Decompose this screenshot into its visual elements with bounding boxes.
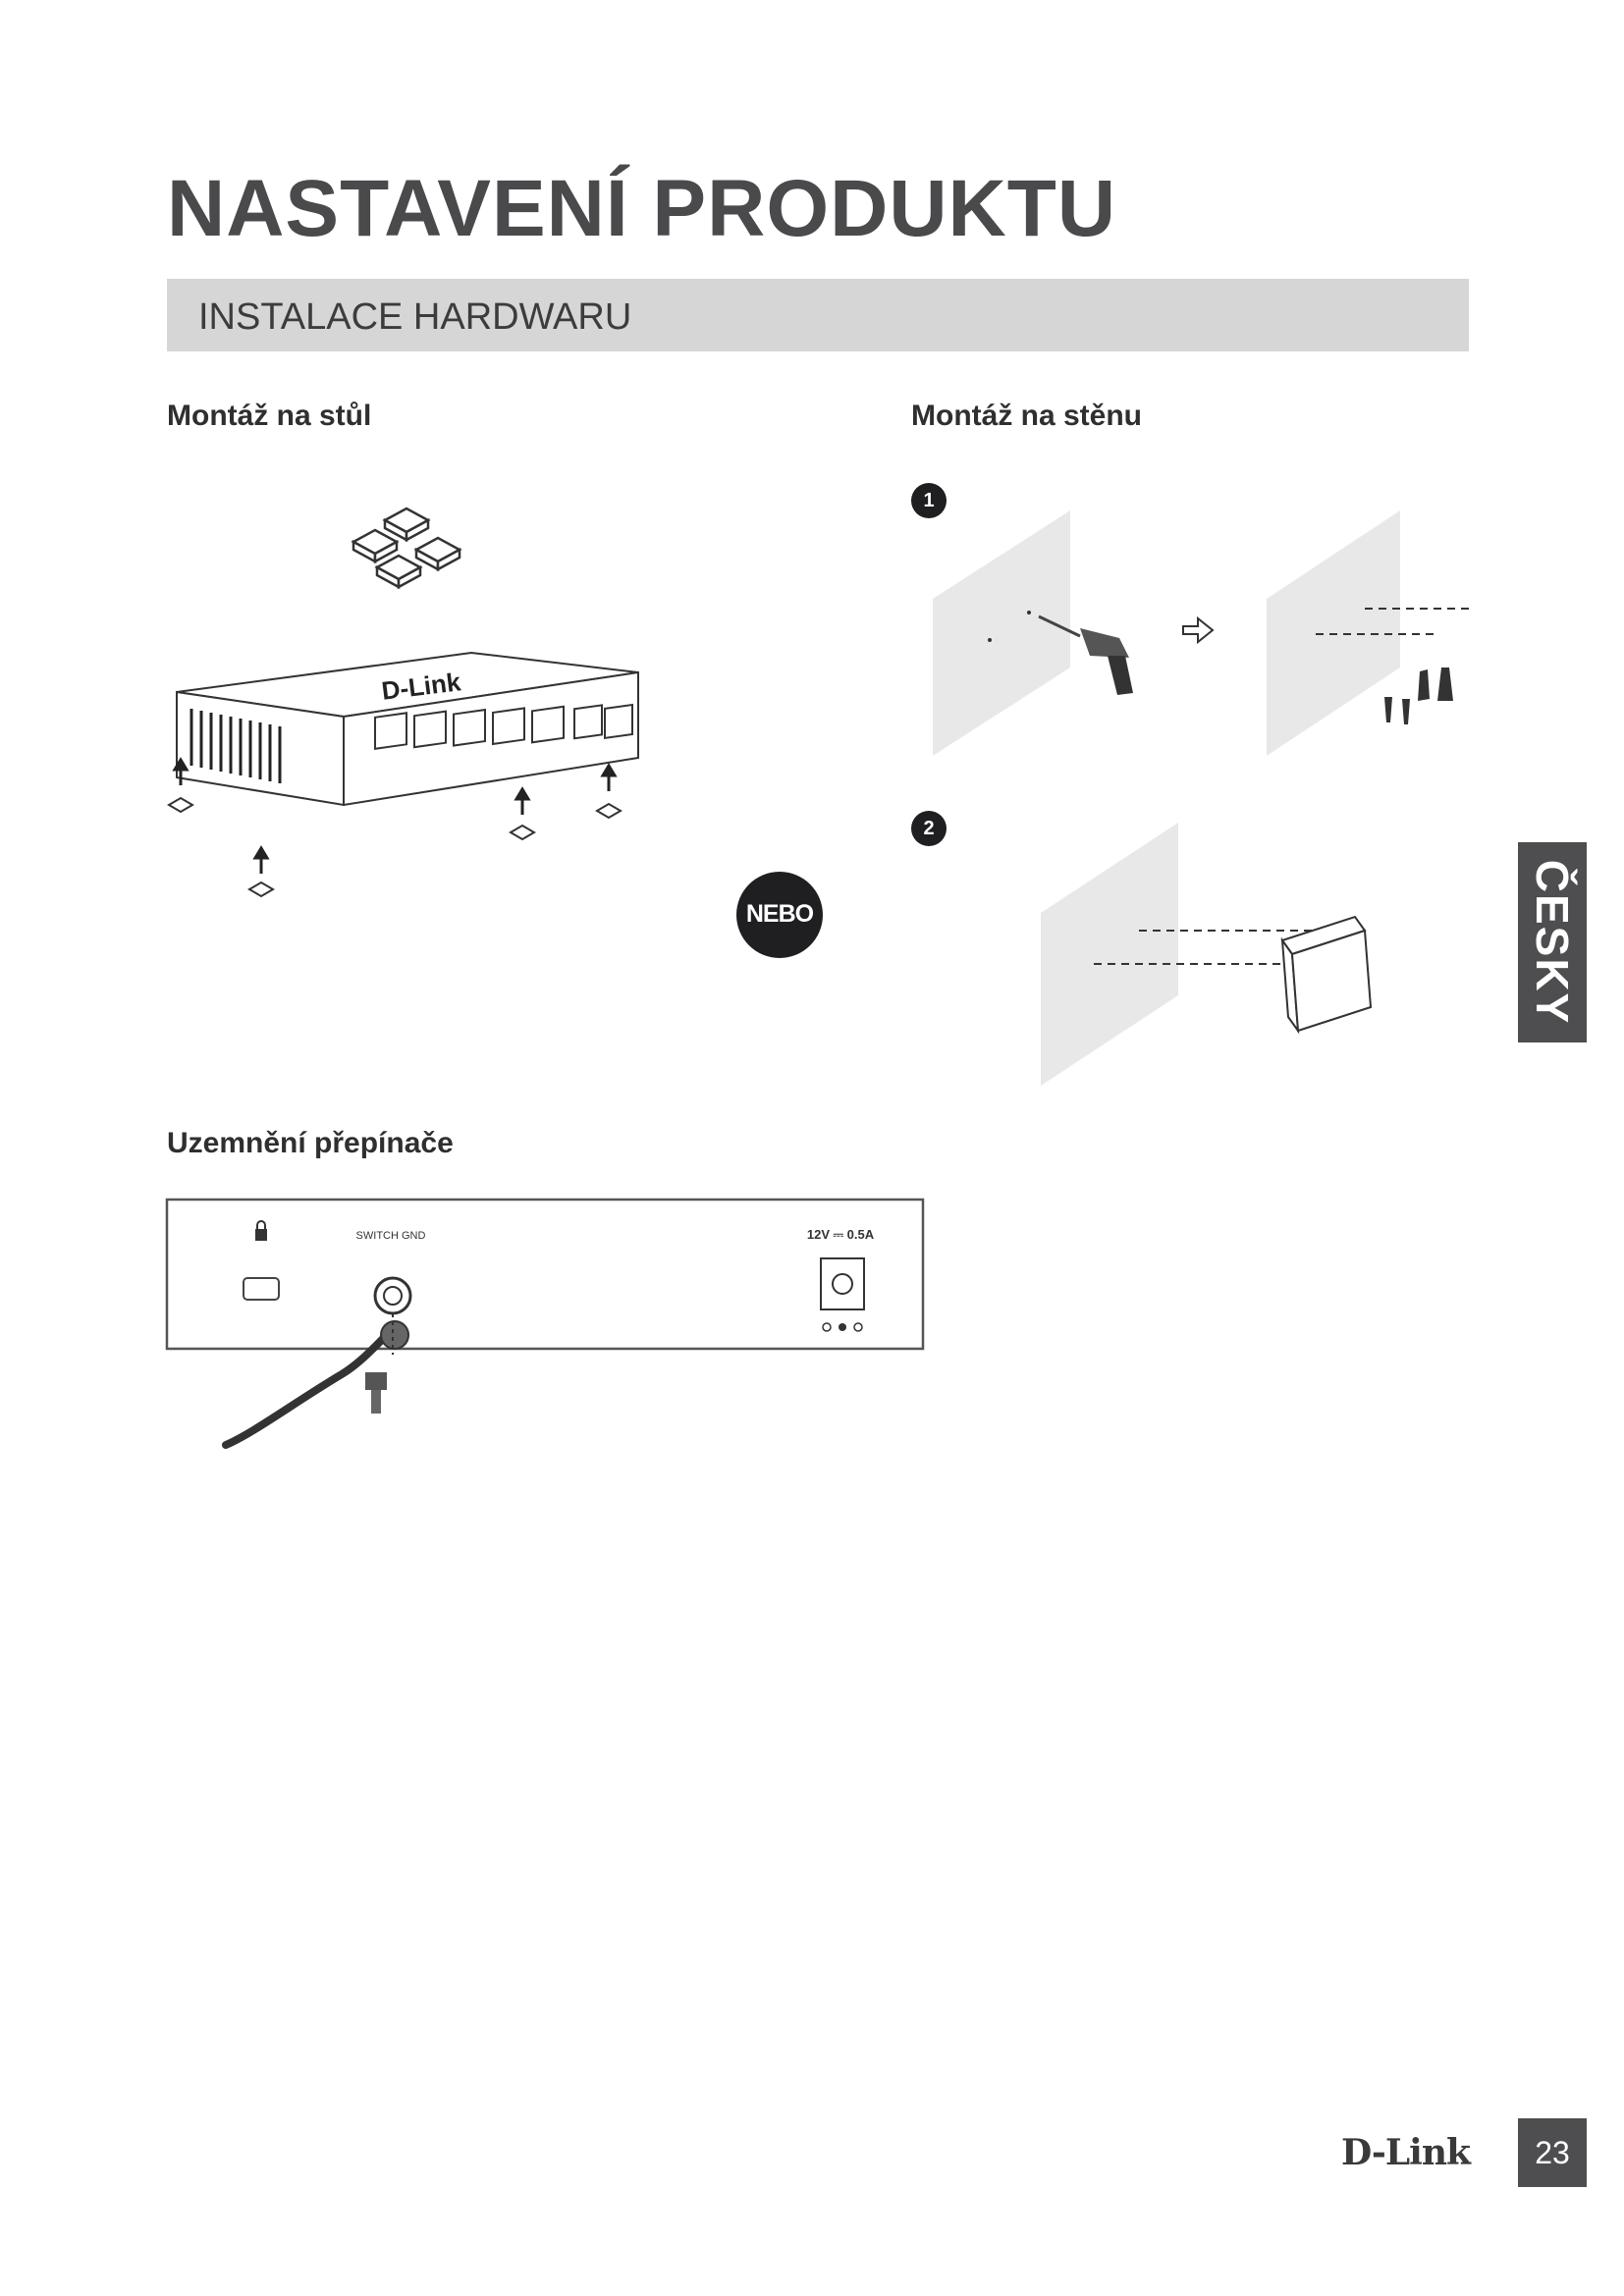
wall-hang-illustration [1031, 815, 1384, 1090]
section-title: INSTALACE HARDWARU [198, 296, 632, 338]
wall-panel [1041, 823, 1178, 1086]
step-badge-2 [911, 811, 947, 846]
grounding-illustration [165, 1198, 931, 1453]
rear-panel [167, 1200, 923, 1349]
next-arrow-icon [1183, 618, 1213, 642]
wall-panel [933, 510, 1070, 756]
grounding-heading: Uzemnění přepínače [167, 1127, 454, 1159]
step-number: 1 [923, 490, 935, 511]
desk-mount-heading: Montáž na stůl [167, 400, 372, 432]
section-bar [167, 279, 1469, 351]
page-number-box [1518, 2118, 1587, 2187]
ground-terminal-icon [375, 1278, 410, 1313]
device-brand-label: D-Link [379, 667, 462, 706]
wall-mount-heading: Montáž na stěnu [911, 400, 1143, 432]
page-title: NASTAVENÍ PRODUKTU [167, 164, 1117, 253]
or-label: NEBO [745, 900, 814, 928]
step-number: 2 [923, 818, 935, 839]
wall-drill-illustration [923, 491, 1473, 775]
or-badge [736, 872, 823, 958]
desk-mount-illustration [157, 491, 668, 923]
screws-icon [1384, 667, 1453, 724]
gnd-label: SWITCH GND [355, 1230, 426, 1242]
rubber-feet-icon [353, 508, 460, 587]
lock-slot [244, 1278, 279, 1300]
brand-logo: D-Link [1341, 2132, 1470, 2173]
switch-device-side [1282, 917, 1371, 1031]
page-number: 23 [1535, 2135, 1570, 2170]
language-label: ČESKY [1527, 859, 1578, 1026]
power-label: 12V ⎓ 0.5A [806, 1227, 875, 1242]
language-tab [1518, 842, 1587, 1042]
